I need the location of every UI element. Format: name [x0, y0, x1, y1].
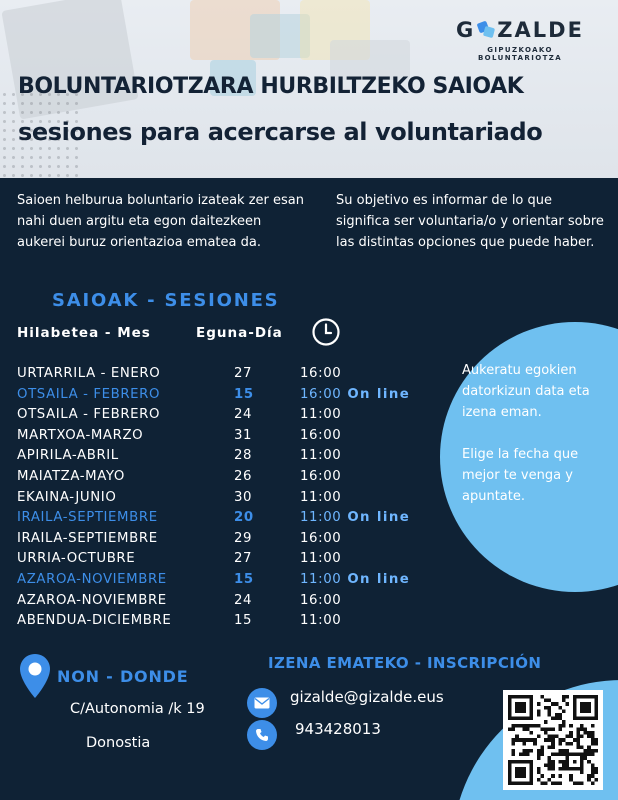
location-pin-icon [18, 652, 52, 702]
session-day: 15 [234, 386, 254, 402]
session-time: 16:00 [300, 366, 342, 381]
qr-code[interactable] [503, 690, 603, 790]
session-time: 11:00 [300, 551, 342, 567]
session-row [0, 572, 440, 593]
session-time: 11:00 [300, 407, 342, 423]
session-month: AZAROA-NOVIEMBRE [17, 571, 167, 587]
session-row [0, 366, 440, 387]
session-day: 24 [234, 592, 253, 608]
session-day: 15 [234, 571, 254, 587]
session-month: OTSAILA - FEBRERO [17, 386, 161, 402]
session-time-cell [300, 572, 410, 587]
session-time: 11:00 [300, 510, 342, 526]
session-day: 29 [234, 530, 253, 546]
sessions-title: SAIOAK - SESIONES [52, 290, 280, 311]
online-label: On line [347, 386, 411, 402]
session-row [0, 593, 440, 614]
email-icon [247, 688, 277, 718]
session-month: OTSAILA - FEBRERO [17, 407, 161, 423]
session-row [0, 531, 440, 552]
session-time-cell [300, 387, 410, 402]
session-month: URRIA-OCTUBRE [17, 551, 136, 567]
session-month: MARTXOA-MARZO [17, 427, 144, 443]
session-month: IRAILA-SEPTIEMBRE [17, 510, 158, 526]
session-time-cell [300, 531, 341, 546]
logo-tagline: GIPUZKOAKO BOLUNTARIOTZA [477, 46, 563, 62]
session-day: 31 [234, 427, 253, 443]
session-month: APIRILA-ABRIL [17, 448, 119, 464]
session-day: 26 [234, 468, 253, 484]
session-time: 16:00 [300, 592, 342, 608]
session-day: 30 [234, 489, 253, 505]
session-day: 27 [234, 366, 253, 381]
phone-icon [247, 720, 277, 750]
session-row [0, 490, 440, 511]
session-time-cell [300, 551, 341, 566]
session-month: EKAINA-JUNIO [17, 489, 117, 505]
session-time-cell [300, 613, 341, 628]
logo: G ZALDE GIPUZKOAKO BOLUNTARIOTZA [445, 18, 595, 62]
address-street: C/Autonomia /k 19 [70, 701, 205, 717]
location-title: NON - DONDE [57, 667, 189, 686]
session-time: 11:00 [300, 571, 342, 587]
session-month: AZAROA-NOVIEMBRE [17, 592, 167, 608]
session-time-cell [300, 428, 341, 443]
registration-title: IZENA EMATEKO - INSCRIPCIÓN [268, 654, 542, 672]
session-time-cell [300, 366, 341, 381]
session-row [0, 551, 440, 572]
session-time: 16:00 [300, 468, 342, 484]
session-time-cell [300, 469, 341, 484]
intro-text-eu: Saioen helburua boluntario izateak zer esan nahi duen argitu eta egon daitezkeen aukerei buruz orientazioa ematea da. [17, 193, 304, 250]
online-label: On line [347, 571, 411, 587]
column-header-month: Hilabetea - Mes [17, 325, 151, 341]
session-row [0, 469, 440, 490]
session-time-cell [300, 593, 341, 608]
session-row [0, 387, 440, 408]
page-title-es: sesiones para acercarse al voluntariado [18, 118, 543, 146]
session-time: 11:00 [300, 613, 342, 629]
session-row [0, 510, 440, 531]
callout-text [462, 360, 612, 507]
session-row [0, 448, 440, 469]
session-month: ABENDUA-DICIEMBRE [17, 613, 172, 629]
qr-code-image [508, 695, 598, 785]
session-time-cell [300, 407, 341, 422]
intro-text-es: Su objetivo es informar de lo que significa ser voluntaria/o y orientar sobre las distintas opciones que puede haber. [336, 193, 604, 250]
session-time-cell [300, 490, 341, 505]
session-row [0, 407, 440, 428]
logo-mark-icon [476, 20, 496, 40]
session-time: 11:00 [300, 448, 342, 464]
session-time: 16:00 [300, 386, 342, 402]
session-day: 27 [234, 551, 253, 567]
clock-icon [311, 317, 341, 347]
session-row [0, 613, 440, 634]
session-day: 20 [234, 510, 254, 526]
session-list [0, 366, 440, 634]
session-row [0, 428, 440, 449]
session-day: 24 [234, 407, 253, 423]
session-time-cell [300, 448, 341, 463]
session-time: 16:00 [300, 530, 342, 546]
page-title-eu: BOLUNTARIOTZARA HURBILTZEKO SAIOAK [18, 74, 524, 99]
session-time-cell [300, 510, 410, 525]
session-month: MAIATZA-MAYO [17, 468, 125, 484]
email-link[interactable]: gizalde@gizalde.eus [290, 688, 444, 706]
callout-text-es: Elige la fecha que mejor te venga y apuntate. [462, 447, 579, 504]
session-time: 16:00 [300, 427, 342, 443]
phone-number[interactable]: 943428013 [295, 720, 381, 738]
session-month: URTARRILA - ENERO [17, 366, 161, 381]
column-header-day: Eguna-Día [196, 325, 283, 341]
session-day: 15 [234, 613, 253, 629]
callout-text-eu: Aukeratu egokien datorkizun data eta izena eman. [462, 363, 590, 420]
session-month: IRAILA-SEPTIEMBRE [17, 530, 158, 546]
session-day: 28 [234, 448, 253, 464]
address-city: Donostia [86, 735, 151, 751]
online-label: On line [347, 510, 411, 526]
session-time: 11:00 [300, 489, 342, 505]
